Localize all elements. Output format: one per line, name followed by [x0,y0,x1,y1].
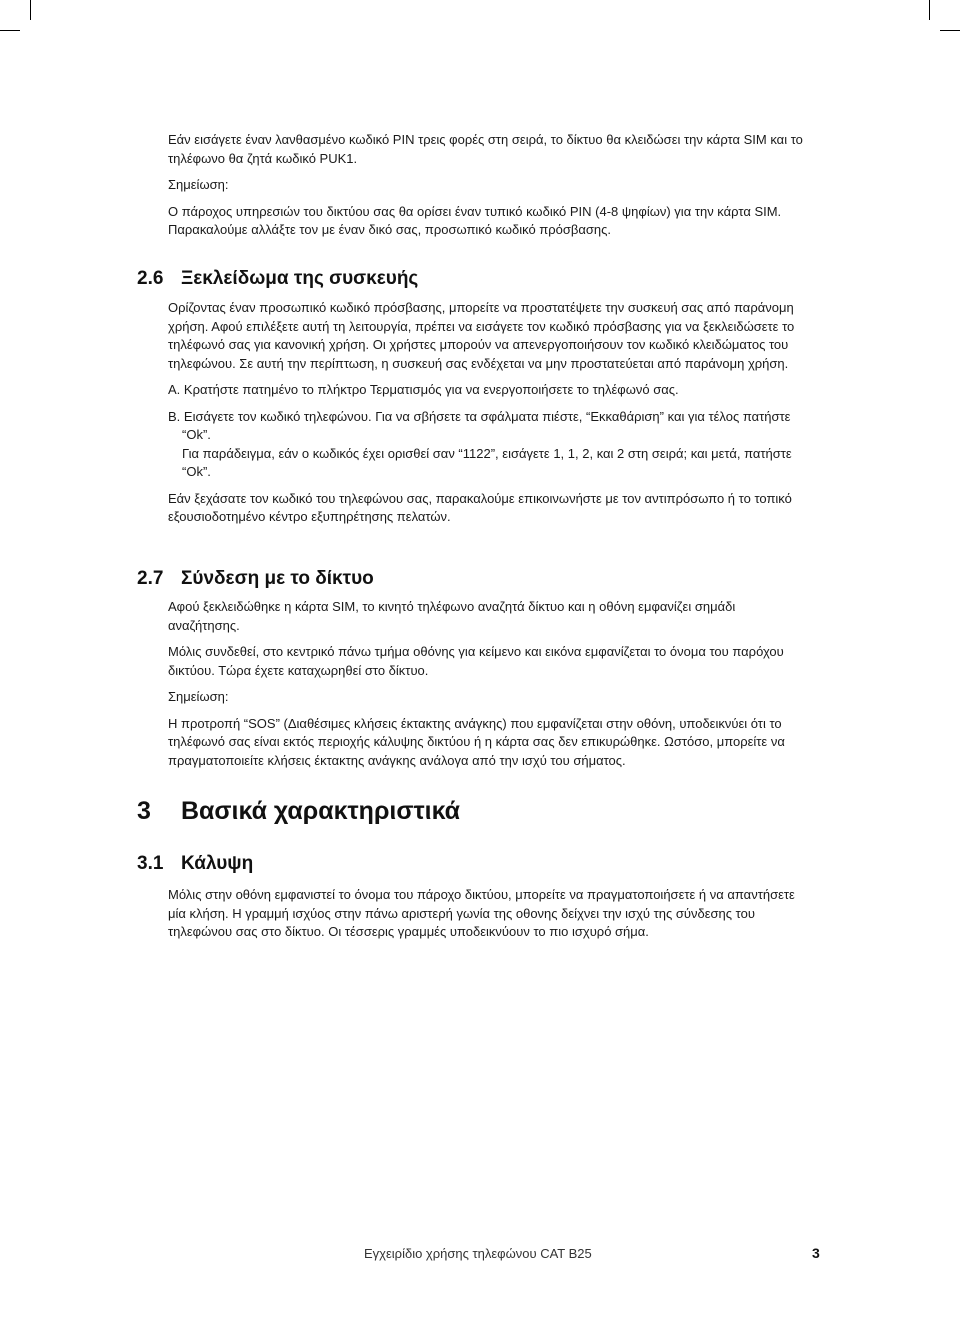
page-number: 3 [812,1245,820,1261]
crop-mark-top-left [30,0,31,20]
intro-paragraph-1: Εάν εισάγετε έναν λανθασμένο κωδικό PIN τρεις φορές στη σειρά, το δίκτυο θα κλειδώσει την κάρτα SIM και το τηλέφωνο θα ζητά κωδικό PUK1. [168,132,803,166]
section-title: Σύνδεση με το δίκτυο [181,568,374,589]
section-2-6-heading [137,268,418,290]
section-2-6-body [168,299,808,527]
section-2-7-heading [137,568,374,590]
crop-mark-top-right-h [940,30,960,31]
crop-mark-top-left-h [0,30,20,31]
section-number: 3.1 [137,853,164,874]
step-b-example: Για παράδειγμα, εάν ο κωδικός έχει ορισθεί σαν “1122”, εισάγετε 1, 1, 2, και 2 στη σειρά; και μετά, πατήστε “Ok”. [182,445,792,479]
section-title: Κάλυψη [181,853,254,874]
section-2-7-paragraph-1: Αφού ξεκλειδώθηκε η κάρτα SIM, το κινητό τηλέφωνο αναζητά δίκτυο και η οθόνη εμφανίζει σημάδι αναζήτησης. [168,599,736,633]
intro-section [168,131,808,240]
section-3-1-heading [137,853,253,875]
section-2-7-paragraph-3: Η προτροπή “SOS” (Διαθέσιμες κλήσεις έκτακτης ανάγκης) που εμφανίζεται στην οθόνη, υποδεικνύει ότι το τηλέφωνό σας είναι εκτός περιοχής κάλυψης δικτύου ή η κάρτα σας δεν επικυρώθηκε. Ωστόσο, μπορείτε να πραγματοποιείτε κλήσεις έκτακτης ανάγκης ανάλογα από την ισχύ του σήματος. [168,715,785,768]
section-2-7-note-label: Σημείωση: [168,689,229,704]
intro-note-label: Σημείωση: [168,177,229,192]
crop-mark-top-right [929,0,930,20]
section-2-7-paragraph-2: Μόλις συνδεθεί, στο κεντρικό πάνω τμήμα οθόνης για κείμενο και εικόνα εμφανίζεται το όνομα του παρόχου δικτύου. Τώρα έχετε καταχωρηθεί στο δίκτυο. [168,644,784,678]
section-number: 2.7 [137,568,164,589]
section-number: 2.6 [137,268,164,289]
section-2-6-paragraph-2: Εάν ξεχάσατε τον κωδικό του τηλεφώνου σας, παρακαλούμε επικοινωνήστε με τον αντιπρόσωπο ή το τοπικό εξουσιοδοτημένο κέντρο εξυπηρέτησης πελατών. [168,490,792,524]
intro-paragraph-2: Ο πάροχος υπηρεσιών του δικτύου σας θα ορίσει έναν τυπικό κωδικό PIN (4-8 ψηφίων) για την κάρτα SIM. Παρακαλούμε αλλάξτε τον με έναν δικό σας, προσωπικό κωδικό πρόσβασης. [168,203,782,237]
chapter-3-heading [137,797,460,826]
section-2-6-paragraph-1: Ορίζοντας έναν προσωπικό κωδικό πρόσβασης, μπορείτε να προστατέψετε την συσκευή σας από παράνομη χρήση. Αφού επιλέξετε αυτή τη λειτουργία, πρέπει να εισάγετε τον κωδικό πρόσβασης για να ξεκλειδώσετε το τηλέφωνό σας για κανονική χρήση. Οι χρήστες μπορούν να απενεργοποιήσουν τον κωδικό κλειδώματος του τηλεφώνου. Σε αυτή την περίπτωση, η συσκευή σας ενδέχεται να μην προστατεύεται από παράνομη χρήση. [168,300,795,371]
chapter-title: Βασικά χαρακτηριστικά [181,797,461,825]
section-title: Ξεκλείδωμα της συσκευής [181,268,419,289]
chapter-number: 3 [137,797,151,825]
step-b: B. Εισάγετε τον κωδικό τηλεφώνου. Για να σβήσετε τα σφάλματα πιέστε, “Εκκαθάριση” και για τέλος πατήστε “Ok”. [168,408,791,442]
section-3-1-body [168,886,808,942]
section-3-1-paragraph-1: Μόλις στην οθόνη εμφανιστεί το όνομα του πάροχο δικτύου, μπορείτε να πραγματοποιήσετε ή να απαντήσετε μία κλήση. Η γραμμή ισχύος στην πάνω αριστερή γωνία της οθονης δείχνει την ισχύ της σύνδεσης του τηλεφώνου σας στο δίκτυο. Οι τέσσερις γραμμές υποδεικνύουν το πιο ισχυρό σήμα. [168,887,795,939]
section-2-7-body [168,598,808,770]
step-a: A. Κρατήστε πατημένο το πλήκτρο Τερματισμός για να ενεργοποιήσετε το τηλέφωνό σας. [168,382,679,397]
footer-title: Εγχειρίδιο χρήσης τηλεφώνου CAT B25 [364,1246,592,1261]
